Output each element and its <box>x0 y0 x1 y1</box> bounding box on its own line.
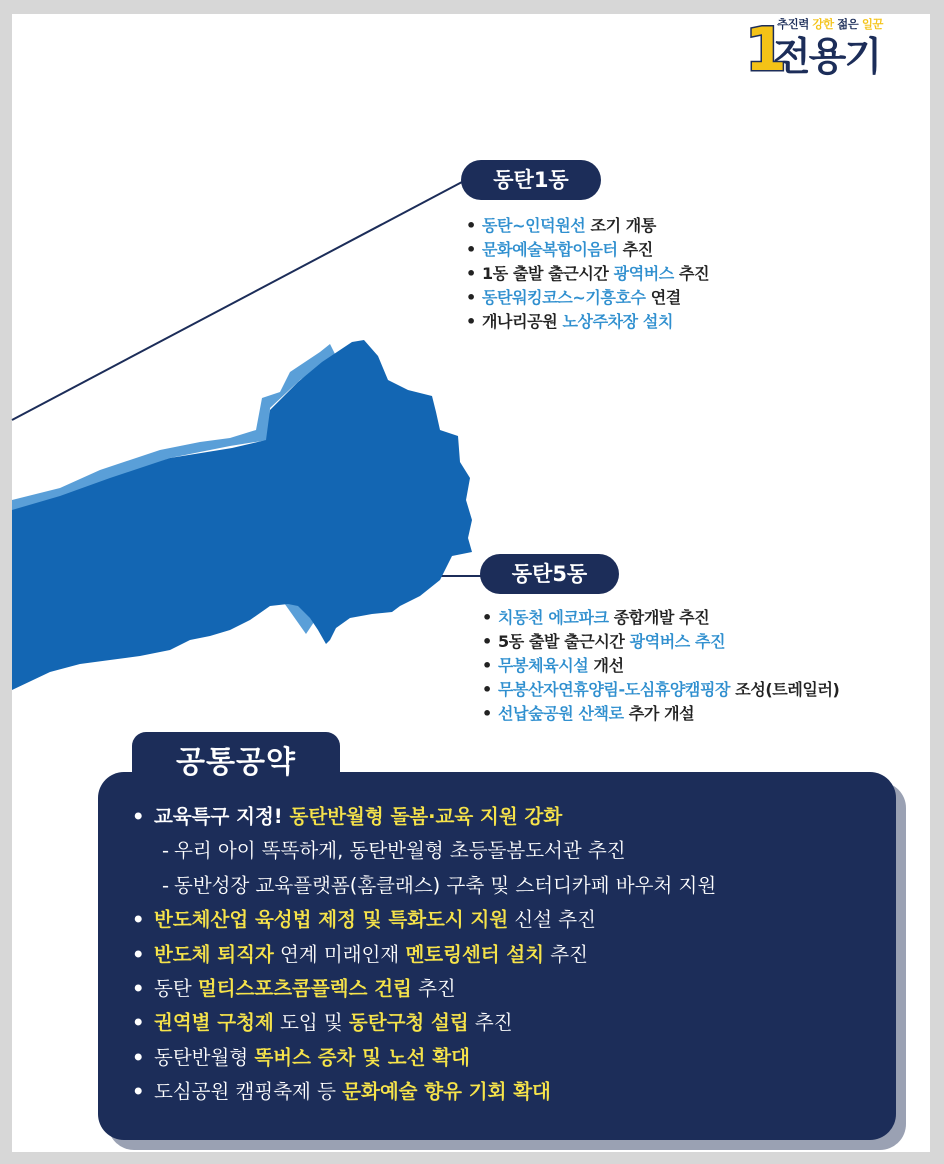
pledge-text: 추진 <box>617 240 653 259</box>
pledge-text: 개선 <box>588 656 624 675</box>
pledge-text: 동탄반월형 <box>154 1045 255 1069</box>
pledge-text: 종합개발 추진 <box>608 608 710 627</box>
pledge-text: 5동 출발 출근시간 <box>498 632 630 651</box>
pledge-text: 1동 출발 출근시간 <box>482 264 614 283</box>
common-pledge-item <box>132 903 716 937</box>
pledge-text: 치동천 에코파크 <box>498 608 609 627</box>
pledge-text: 반도체 퇴직자 <box>154 942 274 966</box>
pledge-text: 멀티스포츠콤플렉스 건립 <box>197 976 412 1000</box>
pledge-text: 동탄~인덕원선 <box>482 216 586 235</box>
common-pledge-item <box>132 938 716 972</box>
dong5-pledge-item <box>482 702 839 726</box>
logo-name: 전용기 <box>773 35 881 80</box>
pledge-text: 연결 <box>645 288 681 307</box>
pledge-text: 조기 개통 <box>585 216 656 235</box>
pledge-text: 도입 및 <box>273 1011 349 1035</box>
dong5-pledge-item <box>482 630 839 654</box>
pledge-text: 추진 <box>468 1011 513 1035</box>
pledge-text: 문화예술 향유 기회 확대 <box>342 1080 551 1104</box>
dong5-pledge-item <box>482 678 839 702</box>
pledge-text: 도심공원 캠핑축제 등 <box>154 1080 343 1104</box>
pledge-text: 개나리공원 <box>482 312 563 331</box>
pledge-text: 광역버스 추진 <box>629 632 726 651</box>
dong1-pledge-item <box>466 238 709 262</box>
dong1-label: 동탄1동 <box>461 160 601 200</box>
pledge-text: 노상주차장 설치 <box>562 312 674 331</box>
common-pledge-title: 공통공약 <box>132 732 340 792</box>
logo-tagline: 추진력 강한 젊은 일꾼 <box>777 17 884 31</box>
dong1-pledge-item <box>466 262 709 286</box>
pledge-text: 반도체산업 육성법 제정 및 특화도시 지원 <box>154 908 509 932</box>
pledge-text: 추가 개설 <box>623 704 695 723</box>
dong1-pledge-list <box>466 214 709 334</box>
dong5-pledge-list <box>482 606 839 726</box>
pledge-text: 우리 아이 똑똑하게, 동탄반월형 초등돌봄도서관 추진 <box>174 839 626 863</box>
common-pledge-item <box>132 1075 716 1109</box>
pledge-text: 동반성장 교육플랫폼(홈클래스) 구축 및 스터디카페 바우처 지원 <box>174 873 717 897</box>
pledge-text: 똑버스 증차 및 노선 확대 <box>254 1045 470 1069</box>
common-pledge-item <box>132 800 716 834</box>
common-pledge-list <box>132 800 716 1110</box>
dong1-pledge-item <box>466 286 709 310</box>
pledge-text: 광역버스 <box>613 264 674 283</box>
pledge-text: 연계 미래인재 <box>273 942 406 966</box>
pledge-text: 동탄반월형 돌봄·교육 지원 강화 <box>289 805 563 828</box>
dong1-pledge-item <box>466 214 709 238</box>
common-pledge-item <box>132 1041 716 1075</box>
pledge-text: 무봉산자연휴양림-도심휴양캠핑장 <box>498 680 731 699</box>
common-pledge-subitem <box>132 834 716 868</box>
pledge-text: 추진 <box>544 942 588 966</box>
pledge-text: 권역별 구청제 <box>154 1011 274 1035</box>
common-pledge-item <box>132 1006 716 1040</box>
dong1-pledge-item <box>466 310 709 334</box>
pledge-text: 동탄구청 설립 <box>348 1011 469 1035</box>
common-pledge-subitem <box>132 869 716 903</box>
pledge-text: 교육특구 지정! <box>154 805 290 828</box>
pledge-text: 무봉체육시설 <box>498 656 589 675</box>
pledge-text: 동탄 <box>154 976 198 1000</box>
pledge-text: 조성(트레일러) <box>730 680 840 699</box>
dong5-pledge-item <box>482 654 839 678</box>
candidate-logo <box>745 16 895 84</box>
pledge-text: 동탄워킹코스~기흥호수 <box>482 288 646 307</box>
pledge-text: 멘토링센터 설치 <box>405 942 545 966</box>
dong5-pledge-item <box>482 606 839 630</box>
pledge-text: 문화예술복합이음터 <box>482 240 618 259</box>
logo-number: 1 <box>745 15 783 85</box>
map-region <box>12 340 472 690</box>
pledge-text: 신설 추진 <box>508 908 596 932</box>
pledge-text: 선납숲공원 산책로 <box>498 704 624 723</box>
pledge-text: 추진 <box>673 264 710 283</box>
common-pledge-item <box>132 972 716 1006</box>
pledge-text: 추진 <box>411 976 456 1000</box>
dong5-label: 동탄5동 <box>480 554 619 594</box>
